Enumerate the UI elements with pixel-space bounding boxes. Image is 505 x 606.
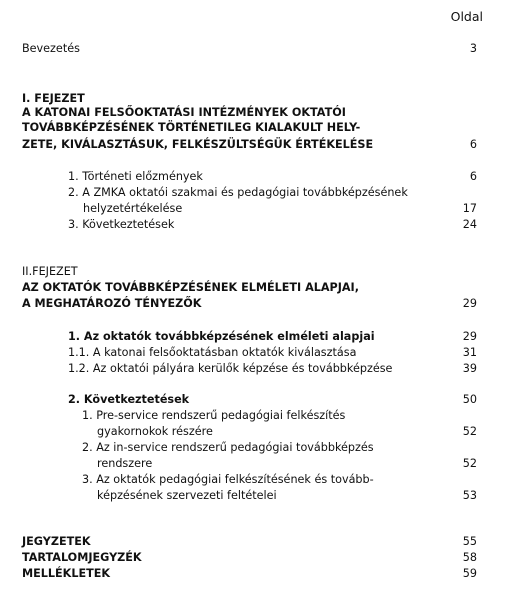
- toc-entry-page: 52: [462, 457, 477, 470]
- toc-entry-page: 52: [462, 425, 477, 438]
- toc-entry-page: 3: [469, 42, 477, 55]
- toc-entry-page: 6: [469, 170, 477, 183]
- toc-entry-page: 58: [462, 551, 477, 564]
- toc-entry-title: Bevezetés: [22, 42, 80, 55]
- toc-entry-page: 31: [462, 346, 477, 359]
- toc-entry-page: 17: [462, 202, 477, 215]
- toc-entry-page: 29: [462, 297, 477, 310]
- toc-entry-page: 29: [462, 330, 477, 343]
- toc-entry-page: 55: [462, 535, 477, 548]
- toc-entry-page: 50: [462, 393, 477, 406]
- toc-entry-page: 24: [462, 218, 477, 231]
- toc-entry-page: 53: [462, 489, 477, 502]
- toc-entry-page: 6: [469, 138, 477, 151]
- toc-entry-page: 59: [462, 567, 477, 580]
- toc-page: Oldal Bevezetés 3 I. FEJEZET A KATONAI FELSŐOKTATÁSI INTÉZMÉNYEK OKTATÓI TOVÁBBKÉPZÉSÉNEK TÖRTÉNETILEG KIALAKULT HELY- ZETE, KIVÁLASZTÁSUK, FELKÉSZÜLTSÉGÜK ÉRTÉKELÉSE 6 1. Történeti előzmények 6 2. A ZMKA oktatói szakmai és pedagógiai továbbképzésének helyzetértékelése 17 3. Következtetések 24 II.FEJEZET AZ OKTATÓK TOVÁBBKÉPZÉSÉNEK ELMÉLETI ALAPJAI, A MEGHATÁROZÓ TÉNYEZŐK 29 1. Az oktatók továbbképzésének elméleti alapjai 29 1.1. A katonai felsőoktatásban oktatók kiválasztása 31 1.2. Az oktatói pályára kerülők képzése és továbbképzése 39 2. Következtetések 50 1. Pre-service rendszerű pedagógiai felkészítés gyakornokok részére 52 2. Az in-service rendszerű pedagógiai továbbképzés rendszere 52 3. Az oktatók pedagógiai felkészítésének és tovább- képzésének szervezeti feltételei 53 JEGYZETEK 55 TARTALOMJEGYZÉK 58 MELLÉKLETEK 59: [22, 9, 483, 580]
- toc-entry-page: 39: [462, 362, 477, 375]
- page-column-header: Oldal: [450, 9, 483, 24]
